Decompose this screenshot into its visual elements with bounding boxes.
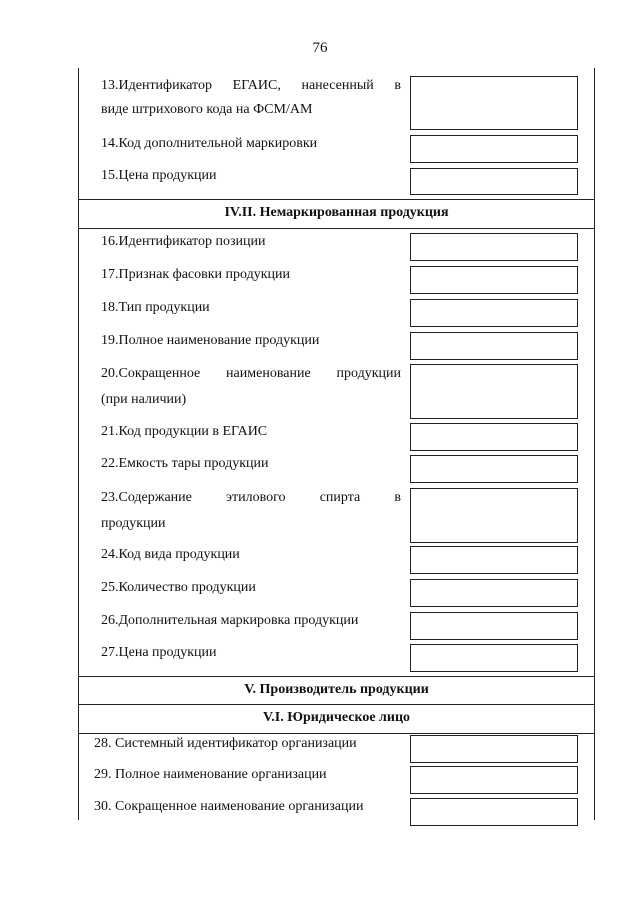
field-label-20 — [101, 361, 401, 413]
section-header-legal-entity — [78, 704, 595, 734]
field-label-20-line-2: (при наличии) — [101, 392, 187, 407]
field-label-22: 22.Емкость тары продукции — [101, 456, 269, 471]
input-box-29[interactable] — [410, 766, 578, 794]
input-box-28[interactable] — [410, 735, 578, 763]
section-title-unmarked-products: IV.II. Немаркированная продукция — [224, 205, 449, 220]
field-label-13 — [101, 74, 401, 122]
field-label-14: 14.Код дополнительной маркировки — [101, 136, 318, 151]
field-label-13-line-2: виде штрихового кода на ФСМ/АМ — [101, 102, 313, 117]
input-box-26[interactable] — [410, 612, 578, 640]
field-label-24: 24.Код вида продукции — [101, 547, 240, 562]
input-box-23[interactable] — [410, 488, 578, 543]
field-label-15: 15.Цена продукции — [101, 168, 217, 183]
field-label-28: 28. Системный идентификатор организации — [94, 736, 357, 751]
section-header-unmarked-products — [78, 199, 595, 229]
input-box-14[interactable] — [410, 135, 578, 163]
field-label-29: 29. Полное наименование организации — [94, 767, 327, 782]
field-label-13-line-1: 13.Идентификатор ЕГАИС, нанесенный в — [101, 78, 401, 93]
input-box-17[interactable] — [410, 266, 578, 294]
input-box-19[interactable] — [410, 332, 578, 360]
field-label-17: 17.Признак фасовки продукции — [101, 267, 291, 282]
field-label-23-line-1: 23.Содержание этилового спирта в — [101, 490, 401, 505]
input-box-20[interactable] — [410, 364, 578, 419]
field-label-16: 16.Идентификатор позиции — [101, 234, 266, 249]
input-box-30[interactable] — [410, 798, 578, 826]
input-box-25[interactable] — [410, 579, 578, 607]
input-box-22[interactable] — [410, 455, 578, 483]
input-box-15[interactable] — [410, 168, 578, 195]
field-label-25: 25.Количество продукции — [101, 580, 256, 595]
field-label-23-line-2: продукции — [101, 516, 166, 531]
field-label-27: 27.Цена продукции — [101, 645, 217, 660]
page-number: 76 — [312, 40, 328, 56]
field-label-21: 21.Код продукции в ЕГАИС — [101, 424, 268, 439]
section-title-legal-entity: V.I. Юридическое лицо — [262, 710, 411, 725]
section-header-producer — [78, 676, 595, 705]
input-box-16[interactable] — [410, 233, 578, 261]
field-label-18: 18.Тип продукции — [101, 300, 210, 315]
input-box-13[interactable] — [410, 76, 578, 130]
field-label-23 — [101, 485, 401, 537]
section-title-producer: V. Производитель продукции — [244, 682, 429, 697]
input-box-24[interactable] — [410, 546, 578, 574]
field-label-20-line-1: 20.Сокращенное наименование продукции — [101, 366, 401, 381]
field-label-30: 30. Сокращенное наименование организации — [94, 799, 364, 814]
input-box-27[interactable] — [410, 644, 578, 672]
input-box-21[interactable] — [410, 423, 578, 451]
input-box-18[interactable] — [410, 299, 578, 327]
field-label-26: 26.Дополнительная маркировка продукции — [101, 613, 359, 628]
field-label-19: 19.Полное наименование продукции — [101, 333, 320, 348]
